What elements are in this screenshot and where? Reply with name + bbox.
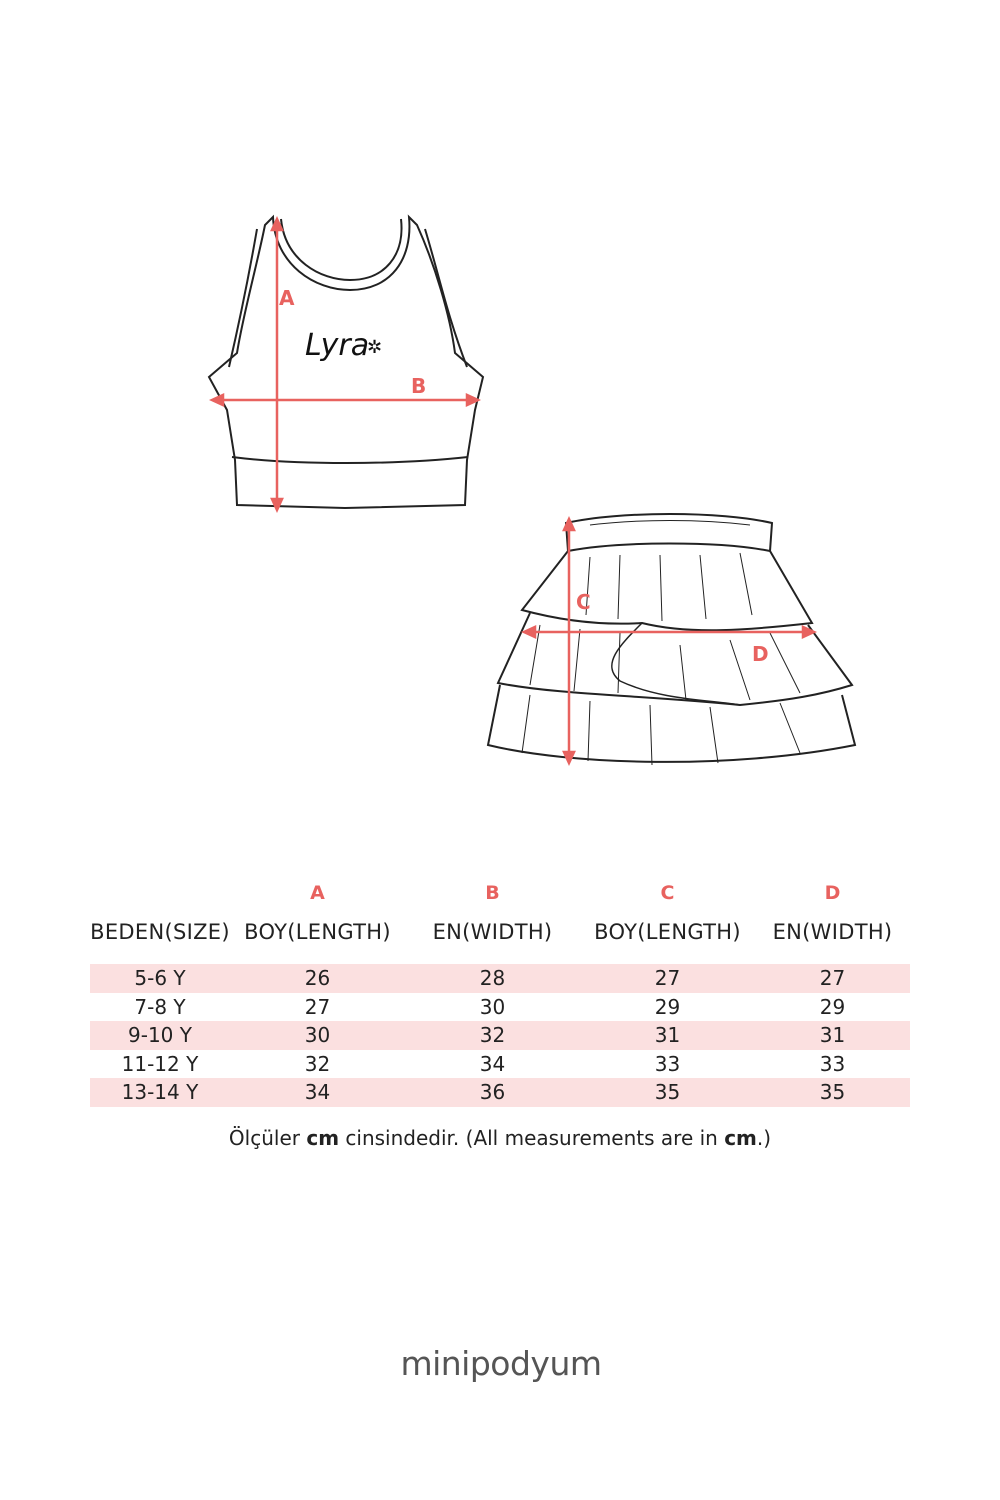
note-unit: cm <box>724 1126 757 1150</box>
letter-b: B <box>485 882 500 904</box>
label-a: A <box>279 286 295 310</box>
value-cell: 29 <box>819 994 846 1019</box>
value-cell: 32 <box>304 1051 331 1076</box>
value-cell: 35 <box>819 1080 846 1105</box>
crop-top-drawing <box>195 205 495 520</box>
skirt-drawing <box>470 495 885 805</box>
value-cell: 27 <box>654 966 681 991</box>
letter-c: C <box>660 882 675 904</box>
table-row <box>90 993 910 1022</box>
crop-top-illustration <box>195 205 495 520</box>
measurement-note <box>0 1126 1000 1150</box>
value-cell: 27 <box>304 994 331 1019</box>
value-cell: 33 <box>654 1051 681 1076</box>
skirt-illustration <box>470 495 885 805</box>
size-cell: 9-10 Y <box>128 1023 192 1048</box>
letter-d: D <box>824 882 841 904</box>
label-d: D <box>752 642 769 666</box>
note-text: .) <box>756 1126 772 1150</box>
header-size: BEDEN(SIZE) <box>90 920 230 944</box>
measurement-letter-row <box>90 876 910 910</box>
table-row <box>90 1050 910 1079</box>
table-header-row <box>90 910 910 954</box>
value-cell: 30 <box>304 1023 331 1048</box>
value-cell: 32 <box>479 1023 506 1048</box>
value-cell: 34 <box>479 1051 506 1076</box>
value-cell: 31 <box>819 1023 846 1048</box>
table-row <box>90 1078 910 1107</box>
size-table <box>90 876 910 1107</box>
value-cell: 26 <box>304 966 331 991</box>
value-cell: 31 <box>654 1023 681 1048</box>
value-cell: 33 <box>819 1051 846 1076</box>
note-unit: cm <box>306 1126 340 1150</box>
value-cell: 34 <box>304 1080 331 1105</box>
value-cell: 27 <box>819 966 846 991</box>
brand-mark: Lyra <box>305 328 370 363</box>
value-cell: 29 <box>654 994 681 1019</box>
brand-logo: minipodyum <box>400 1344 602 1383</box>
star-glyph: ✲ <box>367 337 383 358</box>
size-cell: 13-14 Y <box>121 1080 199 1105</box>
value-cell: 35 <box>654 1080 681 1105</box>
header-skirt-width: EN(WIDTH) <box>772 920 893 944</box>
label-b: B <box>411 374 427 398</box>
letter-a: A <box>310 882 325 904</box>
size-cell: 7-8 Y <box>134 994 186 1019</box>
note-text: Ölçüler <box>228 1126 307 1150</box>
value-cell: 36 <box>479 1080 506 1105</box>
value-cell: 30 <box>479 994 506 1019</box>
value-cell: 28 <box>479 966 506 991</box>
size-cell: 5-6 Y <box>134 966 186 991</box>
size-cell: 11-12 Y <box>121 1051 199 1076</box>
table-row <box>90 964 910 993</box>
header-skirt-length: BOY(LENGTH) <box>594 920 741 944</box>
header-top-length: BOY(LENGTH) <box>244 920 391 944</box>
label-c: C <box>576 590 591 614</box>
note-text: cinsindedir. (All measurements are in <box>339 1126 725 1150</box>
table-row <box>90 1021 910 1050</box>
header-top-width: EN(WIDTH) <box>432 920 553 944</box>
